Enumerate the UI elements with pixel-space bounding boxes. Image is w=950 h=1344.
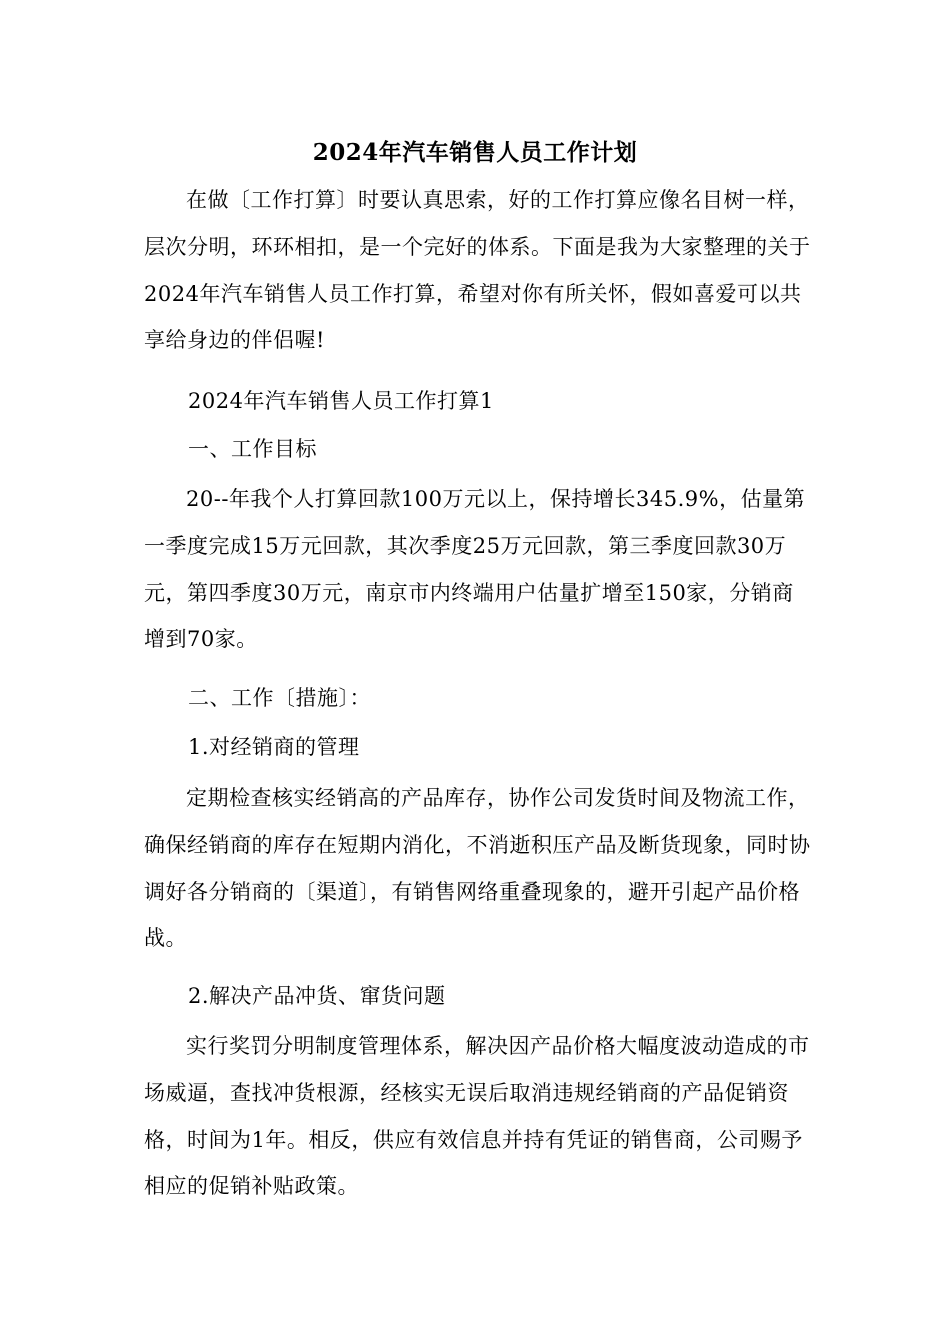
subheading-dealer-management: 1.对经销商的管理 bbox=[188, 735, 360, 759]
document-title: 2024年汽车销售人员工作计划 bbox=[312, 139, 638, 166]
dealer-management-paragraph: 定期检查核实经销高的产品库存，协作公司发货时间及物流工作，确保经销商的库存在短期内消化，不消逝积压产品及断货现象，同时协调好各分销商的〔渠道〕，有销售网络重叠现象的，避开引起产品价格战。 bbox=[144, 786, 811, 951]
goals-paragraph: 20--年我个人打算回款100万元以上，保持增长345.9%，估量第一季度完成15万元回款，其次季度25万元回款，第三季度回款30万元，第四季度30万元，南京市内终端用户估量扩增至150家，分销商增到70家。 bbox=[144, 487, 806, 652]
heading-work-goals: 一、工作目标 bbox=[188, 437, 317, 461]
section-title: 2024年汽车销售人员工作打算1 bbox=[188, 389, 494, 413]
subheading-channel-conflict: 2.解决产品冲货、窜货问题 bbox=[188, 984, 446, 1008]
channel-conflict-paragraph: 实行奖罚分明制度管理体系，解决因产品价格大幅度波动造成的市场威逼，查找冲货根源，经核实无误后取消违规经销商的产品促销资格，时间为1年。相反，供应有效信息并持有凭证的销售商，公司赐予相应的促销补贴政策。 bbox=[144, 1034, 810, 1199]
intro-paragraph: 在做〔工作打算〕时要认真思索，好的工作打算应像名目树一样，层次分明，环环相扣，是一个完好的体系。下面是我为大家整理的关于2024年汽车销售人员工作打算，希望对你有所关怀，假如喜爱可以共享给身边的伴侣喔! bbox=[144, 188, 811, 353]
heading-work-measures: 二、工作〔措施〕： bbox=[188, 686, 371, 710]
